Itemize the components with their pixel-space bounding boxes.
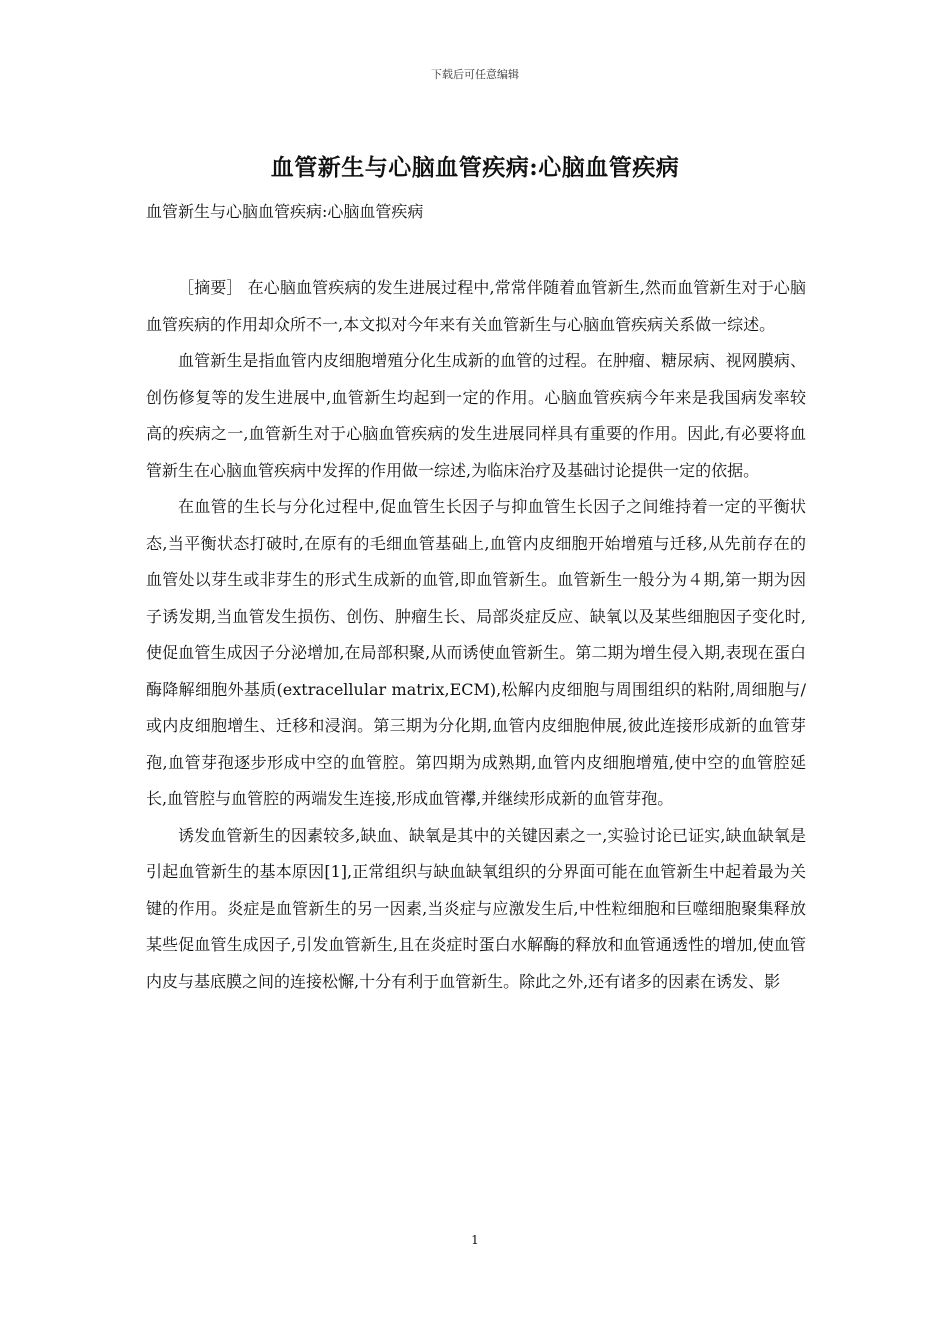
body-paragraph: 诱发血管新生的因素较多,缺血、缺氧是其中的关键因素之一,实验讨论已证实,缺血缺氧是引起血管新生的基本原因[1],正常组织与缺血缺氧组织的分界面可能在血管新生中起着最为关键的作用。炎症是血管新生的另一因素,当炎症与应激发生后,中性粒细胞和巨噬细胞聚集释放某些促血管生成因子,引发血管新生,且在炎症时蛋白水解酶的释放和血管通透性的增加,使血管内皮与基底膜之间的连接松懈,十分有利于血管新生。除此之外,还有诸多的因素在诱发、影 bbox=[146, 825, 806, 991]
page-header-note: 下载后可任意编辑 bbox=[431, 68, 519, 81]
document-title: 血管新生与心脑血管疾病:心脑血管疾病 bbox=[270, 154, 680, 181]
body-paragraph: 在血管的生长与分化过程中,促血管生长因子与抑血管生长因子之间维持着一定的平衡状态,当平衡状态打破时,在原有的毛细血管基础上,血管内皮细胞开始增殖与迁移,从先前存在的血管处以芽生或非芽生的形式生成新的血管,即血管新生。血管新生一般分为４期,第一期为因子诱发期,当血管发生损伤、创伤、肿瘤生长、局部炎症反应、缺氧以及某些细胞因子变化时,使促血管生成因子分泌增加,在局部积聚,从而诱使血管新生。第二期为增生侵入期,表现在蛋白酶降解细胞外基质(extracellular matrix,ECM),松解内皮细胞与周围组织的粘附,周细胞与/或内皮细胞增生、迁移和浸润。第三期为分化期,血管内皮细胞伸展,彼此连接形成新的血管芽孢,血管芽孢逐步形成中空的血管腔。第四期为成熟期,血管内皮细胞增殖,使中空的血管腔延长,血管腔与血管腔的两端发生连接,形成血管襻,并继续形成新的血管芽孢。 bbox=[146, 497, 806, 808]
document-subtitle: 血管新生与心脑血管疾病:心脑血管疾病 bbox=[146, 202, 424, 221]
page-number: 1 bbox=[471, 1233, 479, 1247]
abstract-paragraph: ［摘要］ 在心脑血管疾病的发生进展过程中,常常伴随着血管新生,然而血管新生对于心脑血管疾病的作用却众所不一,本文拟对今年来有关血管新生与心脑血管疾病关系做一综述。 bbox=[146, 278, 806, 334]
document-body bbox=[146, 270, 806, 1000]
body-paragraph: 血管新生是指血管内皮细胞增殖分化生成新的血管的过程。在肿瘤、糖尿病、视网膜病、创伤修复等的发生进展中,血管新生均起到一定的作用。心脑血管疾病今年来是我国病发率较高的疾病之一,血管新生对于心脑血管疾病的发生进展同样具有重要的作用。因此,有必要将血管新生在心脑血管疾病中发挥的作用做一综述,为临床治疗及基础讨论提供一定的依据。 bbox=[146, 351, 806, 480]
